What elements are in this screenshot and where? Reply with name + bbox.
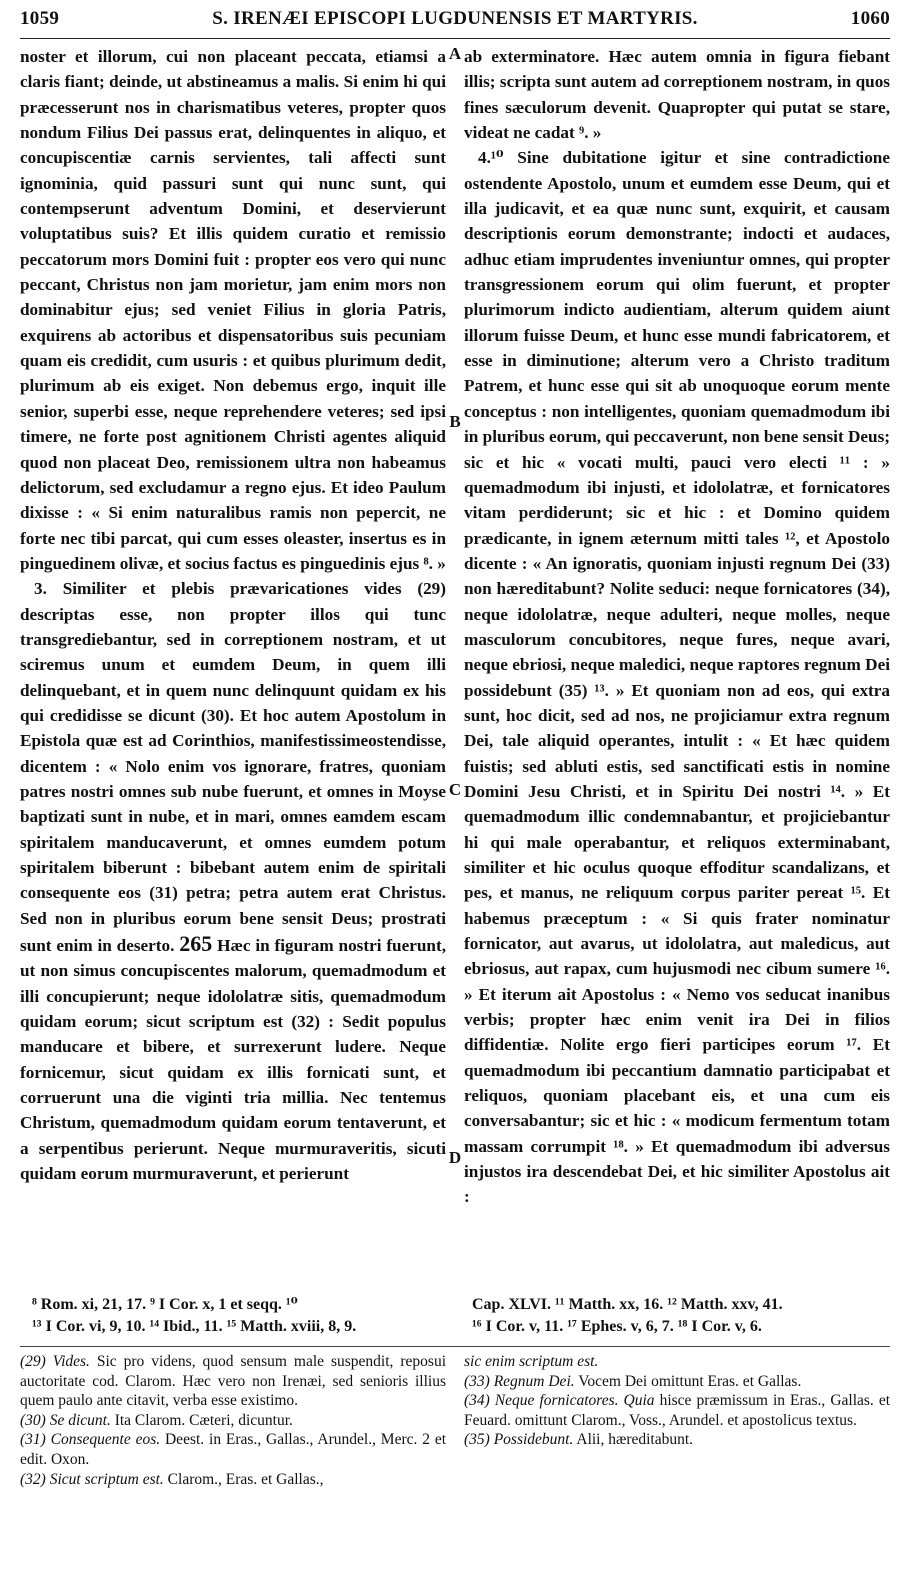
- paragraph: ab exterminatore. Hæc autem omnia in figura fiebant illis; scripta sunt autem ad correptionem nostram, in quos fines sæculorum devenit. Quapropter qui putat se stare, videat ne cadat ⁹. »: [464, 47, 890, 143]
- notes-left: [20, 1352, 446, 1489]
- note-label: (35) Possidebunt.: [464, 1431, 574, 1449]
- margin-letter-d: D: [448, 1148, 462, 1167]
- note-label: (32) Sicut scriptum est.: [20, 1470, 164, 1488]
- note-35: [464, 1430, 890, 1450]
- note-text: hisce præmissum in Eras., Gallas. et Feuard. omittunt Clarom., Voss., Arundel. et apostolicus textus.: [464, 1392, 891, 1429]
- note-34: [464, 1391, 890, 1430]
- note-text: Vocem Dei omittunt Eras. et Gallas.: [574, 1372, 802, 1390]
- paragraph-section-4: 4.¹⁰ Sine dubitatione igitur et sine contradictione ostendente Apostolo, unum et eumdem esse Deum, qui et illa judicavit, et ea quæ nunc sunt, exquirit, et causam descriptionis eorum demonstrante; indocti et audaces, adhuc etiam imprudentes inveniuntur omnes, qui propter transgressionem eorum qui olim fuerunt, et propter plurimorum indicto audientiam, alterum quidem aiunt illorum fuisse Deum, et hunc esse mundi fabricatorem, et esse in diminutione; alterum vero a Christo traditum Patrem, et hunc esse qui sit ab unoquoque eorum mente conceptus : non intelligentes, quoniam quemadmodum ibi in pluribus eorum, qui peccaverunt, non bene sensit Deus; sic et hic « vocati multi, pauci vero electi ¹¹ : » quemadmodum ibi injusti, et idololatræ, et fornicatores vitam perdiderunt; sic et hic : et Domino quidem prædicante, in ignem æternum mitti tales ¹², et Apostolo dicente : « An ignoratis, quoniam injusti regnum Dei (33) non hæreditabunt? Nolite seduci: neque fornicatores (34), neque idololatræ, neque adulteri, neque molles, neque masculorum concubitores, neque fures, neque avari, neque ebriosi, neque maledici, neque raptores regnum Dei possidebunt (35) ¹³. » Et quoniam non ad eos, qui extra sunt, hoc dicit, sed ad nos, ne projiciamur extra regnum Dei, tale aliquid operantes, intulit : « Et hæc quidem fuistis; sed abluti estis, sed sanctificati estis in nomine Domini Jesu Christi, et in Spiritu Dei nostri ¹⁴. » Et quemadmodum illic condemnabantur, et projiciebantur hi qui male operabantur, et reliquos exterminabant, similiter et hic oculus quoque effoditur scandalizans, et pes, et manus, ne reliquum corpus pariter pereat ¹⁵. Et habemus præceptum : « Si quis frater nominatur fornicator, aut avarus, ut idololatra, aut maledicus, aut ebriosus, aut rapax, cum hujusmodi nec cibum sumere ¹⁶. » Et iterum ait Apostolus : « Nemo vos seducat inanibus verbis; propter hæc enim venit ira Dei in filios diffidentiæ. Nolite ergo fieri participes eorum ¹⁷. Et quemadmodum ibi peccantium damnatio participabat et reliquos, quoniam placebant eis, et una cum eis conversabantur; sic et hic : « modicum fermentum totam massam corrumpit ¹⁸. » Et quemadmodum ibi adversus injustos ira descendebat Dei, et hic similiter Apostolus ait :: [464, 148, 890, 1207]
- note-31: [20, 1430, 446, 1469]
- note-29: [20, 1352, 446, 1411]
- note-text: Ita Clarom. Cæteri, dicuntur.: [110, 1411, 293, 1429]
- note-label: (31) Consequente eos.: [20, 1431, 161, 1449]
- note-label: (34) Neque fornicatores. Quia: [464, 1392, 655, 1410]
- ref-line: ¹⁶ I Cor. v, 11. ¹⁷ Ephes. v, 6, 7. ¹⁸ I Cor. v, 6.: [472, 1318, 762, 1335]
- notes-rule: [20, 1346, 890, 1347]
- margin-letter-b: B: [449, 412, 461, 431]
- paragraph-part: 3. Similiter et plebis prævaricationes vides (29) descriptas esse, non propter illos qui tunc transgrediebantur, sed in correptionem nostram, et ut sciremus unum et eumdem Deum, in quem illi delinquebant, et in quem nunc delinquunt quidam ex his qui credidisse se dicunt (30). Et hoc autem Apostolum in Epistola quæ est ad Corinthios, manifestissimeostendisse, dicentem : « Nolo enim vos ignorare, fratres, quoniam patres nostri omnes sub nube fuerunt, et omnes in Moyse baptizati sunt in nube, et in mari, omnes eamdem escam spiritalem manducaverunt, et omnes eumdem potum spiritalem biberunt : bibebant autem enim de spiritali consequente eos (31) petra; petra autem erat Christus. Sed non in pluribus eorum bene sensit Deus; prostrati sunt enim in deserto.: [20, 579, 446, 956]
- right-column: [464, 44, 890, 1210]
- note-text: Clarom., Eras. et Gallas.,: [163, 1470, 324, 1488]
- note-text: sic enim scriptum est.: [464, 1353, 599, 1370]
- margin-letter-c: C: [448, 780, 462, 799]
- note-32: [20, 1470, 446, 1490]
- header-rule: [20, 38, 890, 39]
- note-text: Alii, hæreditabunt.: [573, 1431, 694, 1449]
- note-text: Sic pro videns, quod sensum male suspendit, reposui auctoritate cod. Clarom. Hæc vero non Irenæi, sed senioris illius quem paulo ante citavit, verba esse existimo.: [20, 1353, 447, 1410]
- note-32-continued: [464, 1352, 890, 1372]
- notes-right: [464, 1352, 890, 1450]
- note-label: (33) Regnum Dei.: [464, 1372, 575, 1390]
- note-label: (29) Vides.: [20, 1353, 90, 1370]
- page-marker: 265: [179, 931, 213, 957]
- paragraph-part: Hæc in figuram nostri fuerunt, ut non simus concupiscentes malorum, quemadmodum et illi concupierunt; neque idololatræ sitis, quemadmodum quidam eorum; sicut scriptum est (32) : Sedit populus manducare et bibere, et surrexerunt ludere. Neque fornicemur, sicut quidam ex illis fornicati sunt, et corruerunt una die viginti tria millia. Nec tentemus Christum, quemadmodum quidam eorum tentaverunt, et a serpentibus perierunt. Neque murmuraveritis, sicuti quidam eorum murmuraverunt, et perierunt: [20, 936, 447, 1184]
- note-30: [20, 1411, 446, 1431]
- ref-line: ⁸ Rom. xi, 21, 17. ⁹ I Cor. x, 1 et seqq. ¹⁰: [32, 1296, 298, 1313]
- left-column: [20, 44, 446, 1186]
- paragraph: noster et illorum, cui non placeant peccata, etiamsi a claris fiant; deinde, ut abstineamus a malis. Si enim hi qui præcesserunt nos in charismatibus veteres, propter quos nondum Filius Dei passus erat, delinquentes in aliquo, et concupiscentiæ carnis servientes, tali affecti sunt ignominia, quid passuri sunt qui nunc sunt, qui contempserunt adventum Domini, et deservierunt voluptatibus suis? Et illis quidem curatio et remissio peccatorum mors Domini fuit : propter eos vero qui nunc peccant, Christus non jam morietur, jam enim mors non dominabitur ejus; sed veniet Filius in gloria Patris, exquirens ab actoribus et dispensatoribus suis pecuniam quam eis credidit, cum usuris : et quibus plurimum dedit, plurimum ab eis exiget. Non debemus ergo, inquit ille senior, superbi esse, neque reprehendere veteres; sed ipsi timere, ne forte post agnitionem Christi agentes aliquid quod non placeat Deo, remissionem ultra non habeamus delictorum, sed excludamur a regno ejus. Et ideo Paulum dixisse : « Si enim naturalibus ramis non pepercit, ne forte nec tibi parcat, qui cum esses oleaster, insertus es in pinguedinem olivæ, et socius factus es pinguedinis ejus ⁸. »: [20, 47, 446, 573]
- note-text: Deest. in Eras., Gallas., Arundel., Merc. 2 et edit. Oxon.: [20, 1431, 447, 1468]
- page-number-right: 1060: [850, 8, 890, 29]
- running-title: S. IRENÆI EPISCOPI LUGDUNENSIS ET MARTYRIS.: [212, 8, 698, 29]
- note-33: [464, 1372, 890, 1392]
- ref-line: ¹³ I Cor. vi, 9, 10. ¹⁴ Ibid., 11. ¹⁵ Matth. xviii, 8, 9.: [32, 1318, 357, 1335]
- page-number-left: 1059: [20, 8, 60, 29]
- page-header: [20, 8, 890, 36]
- margin-letter-a: A: [448, 44, 462, 63]
- ref-line: Cap. XLVI. ¹¹ Matth. xx, 16. ¹² Matth. xxv, 41.: [472, 1296, 783, 1313]
- note-label: (30) Se dicunt.: [20, 1411, 111, 1429]
- page: [20, 0, 890, 1569]
- paragraph-section-3: [20, 576, 446, 1186]
